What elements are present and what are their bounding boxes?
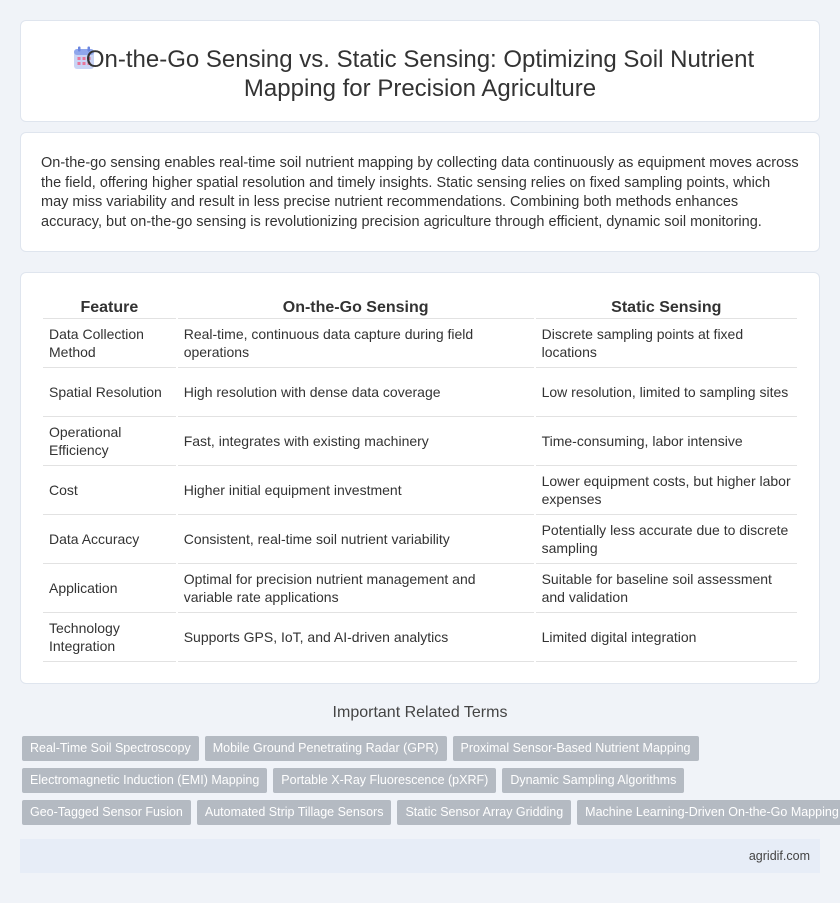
table-row [43, 368, 797, 417]
footer-site-link[interactable]: agridif.com [748, 849, 810, 863]
static-cell: Potentially less accurate due to discrete sampling [536, 515, 797, 564]
related-term-tag[interactable]: Proximal Sensor-Based Nutrient Mapping [453, 736, 699, 761]
on-the-go-cell: High resolution with dense data coverage [178, 368, 534, 417]
on-the-go-cell: Optimal for precision nutrient management and variable rate applications [178, 564, 534, 613]
static-cell: Time-consuming, labor intensive [536, 417, 797, 466]
table-row [43, 613, 797, 662]
page-title [21, 45, 819, 103]
static-cell: Limited digital integration [536, 613, 797, 662]
related-term-tag[interactable]: Static Sensor Array Gridding [397, 800, 571, 825]
static-cell: Suitable for baseline soil assessment and validation [536, 564, 797, 613]
feature-cell: Technology Integration [43, 613, 176, 662]
tag-row [22, 768, 822, 800]
related-term-tag[interactable]: Portable X-Ray Fluorescence (pXRF) [273, 768, 496, 793]
feature-cell: Operational Efficiency [43, 417, 176, 466]
feature-cell: Data Accuracy [43, 515, 176, 564]
comparison-card [20, 272, 820, 684]
feature-cell: Data Collection Method [43, 319, 176, 368]
on-the-go-cell: Supports GPS, IoT, and AI-driven analytics [178, 613, 534, 662]
static-cell: Low resolution, limited to sampling sites [536, 368, 797, 417]
feature-cell: Spatial Resolution [43, 368, 176, 417]
tag-row [22, 800, 839, 832]
feature-cell: Cost [43, 466, 176, 515]
on-the-go-cell: Consistent, real-time soil nutrient variability [178, 515, 534, 564]
static-cell: Lower equipment costs, but higher labor expenses [536, 466, 797, 515]
on-the-go-cell: Higher initial equipment investment [178, 466, 534, 515]
footer [20, 839, 820, 873]
feature-cell: Application [43, 564, 176, 613]
related-term-tag[interactable]: Automated Strip Tillage Sensors [197, 800, 392, 825]
related-terms-list [22, 736, 839, 832]
header-on-the-go: On-the-Go Sensing [178, 297, 534, 319]
related-term-tag[interactable]: Machine Learning-Driven On-the-Go Mapping [577, 800, 840, 825]
related-term-tag[interactable]: Mobile Ground Penetrating Radar (GPR) [205, 736, 447, 761]
on-the-go-cell: Real-time, continuous data capture during field operations [178, 319, 534, 368]
on-the-go-cell: Fast, integrates with existing machinery [178, 417, 534, 466]
table-row [43, 417, 797, 466]
related-term-tag[interactable]: Real-Time Soil Spectroscopy [22, 736, 199, 761]
table-row [43, 564, 797, 613]
comparison-table [41, 297, 799, 662]
tag-row [22, 736, 822, 768]
page-title-line1: On-the-Go Sensing vs. Static Sensing: Optimizing Soil Nutrient [85, 46, 755, 73]
intro-paragraph: On-the-go sensing enables real-time soil nutrient mapping by collecting data continuously as equipment moves across the field, offering higher spatial resolution and timely insights. Static sensing relies on fixed sampling points, which may miss variability and result in less precise nutrient recommendations. Combining both methods enhances accuracy, but on-the-go sensing is revolutionizing precision agriculture through efficient, dynamic soil monitoring. [41, 155, 799, 230]
header-static: Static Sensing [536, 297, 797, 319]
table-header-row [43, 297, 797, 319]
related-term-tag[interactable]: Dynamic Sampling Algorithms [502, 768, 684, 793]
table-row [43, 515, 797, 564]
related-term-tag[interactable]: Electromagnetic Induction (EMI) Mapping [22, 768, 267, 793]
header-card [20, 20, 820, 122]
related-term-tag[interactable]: Geo-Tagged Sensor Fusion [22, 800, 191, 825]
static-cell: Discrete sampling points at fixed locations [536, 319, 797, 368]
header-feature: Feature [43, 297, 176, 319]
intro-card [20, 132, 820, 252]
related-terms-title: Important Related Terms [332, 704, 508, 721]
table-row [43, 466, 797, 515]
table-row [43, 319, 797, 368]
page-title-line2: Mapping for Precision Agriculture [243, 75, 597, 102]
